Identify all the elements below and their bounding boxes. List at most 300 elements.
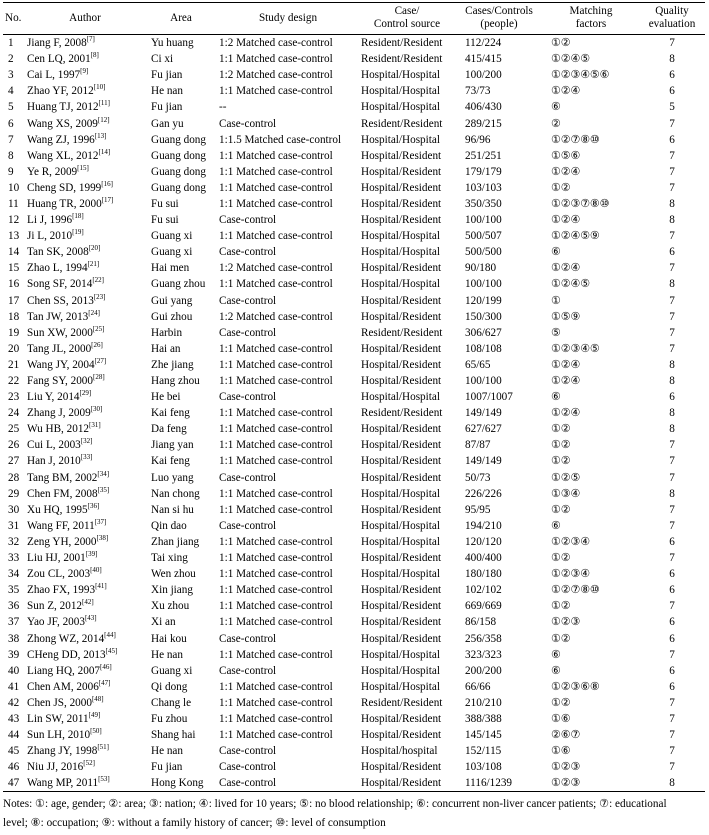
cell-author <box>25 647 145 663</box>
author-name: Ji L, 2010 <box>27 230 73 243</box>
cell-no: 22 <box>8 375 20 388</box>
cell-cases-controls: 400/400 <box>465 552 502 565</box>
cell-matching-factors: ①② <box>551 600 571 613</box>
cell-author <box>25 83 145 99</box>
table-row <box>3 534 705 550</box>
cell-cases-controls: 100/100 <box>465 375 502 388</box>
cell-area: Zhan jiang <box>151 535 200 548</box>
cell-quality: 8 <box>639 775 705 792</box>
table-row <box>3 212 705 228</box>
author-name: Jiang F, 2008 <box>27 37 87 50</box>
cell-source: Hospital/Hospital <box>361 648 440 661</box>
table-row <box>3 309 705 325</box>
cell-quality: 6 <box>669 391 675 404</box>
cell-matching-factors: ①②③⑦⑧⑩ <box>551 197 610 210</box>
reference-number: [13] <box>94 131 107 140</box>
cell-matching-factors: ①⑤⑨ <box>551 310 581 323</box>
cell-author <box>25 293 145 309</box>
cell-matching-factors: ①②④⑤⑨ <box>551 230 600 243</box>
header-source <box>359 3 455 35</box>
cell-source: Hospital/Hospital <box>361 230 440 243</box>
cell-study-design: 1:1 Matched case-control <box>219 358 333 371</box>
table-row <box>3 663 705 679</box>
cell-matching-factors: ①②⑤ <box>551 471 581 484</box>
cell-cases-controls: 145/145 <box>465 729 502 742</box>
author-name: Zhao YF, 2012 <box>27 85 94 98</box>
cell-source: Hospital/Hospital <box>361 85 440 98</box>
author-name: Niu JJ, 2016 <box>27 761 84 774</box>
cell-source: Hospital/Resident <box>361 600 442 613</box>
cell-source: Hospital/Hospital <box>361 535 440 548</box>
cell-area: Da feng <box>151 423 187 436</box>
cell-matching-factors: ①③④ <box>551 487 581 500</box>
cell-author <box>25 502 145 518</box>
author-name: Song SF, 2014 <box>27 278 93 291</box>
cell-matching-factors: ①② <box>551 455 571 468</box>
table-row <box>3 99 705 115</box>
reference-number: [40] <box>90 566 102 575</box>
cell-source: Hospital/Resident <box>361 197 442 210</box>
cell-source: Hospital/Resident <box>361 149 442 162</box>
cell-matching-factors: ①② <box>551 181 571 194</box>
table-row <box>3 228 705 244</box>
cell-area: Guang dong <box>151 133 206 146</box>
cell-no: 24 <box>8 407 20 420</box>
author-name: Wang ZJ, 1996 <box>27 133 95 146</box>
cell-author <box>25 663 145 679</box>
cell-no: 18 <box>8 310 20 323</box>
cell-cases-controls: 289/215 <box>465 117 502 130</box>
reference-number: [50] <box>90 727 102 736</box>
cell-study-design: 1:1 Matched case-control <box>219 53 333 66</box>
cell-source: Hospital/Resident <box>361 423 442 436</box>
cell-source: Hospital/Resident <box>361 584 442 597</box>
cell-cases-controls: 100/200 <box>465 69 502 82</box>
cell-no: 34 <box>8 568 20 581</box>
author-name: Chen SS, 2013 <box>27 294 94 307</box>
cell-no: 45 <box>8 745 20 758</box>
cell-matching-factors: ①② <box>551 37 571 50</box>
cell-matching-factors: ①②③④ <box>551 568 590 581</box>
cell-area: He bei <box>151 391 181 404</box>
cell-source: Hospital/Hospital <box>361 680 440 693</box>
table-row <box>3 83 705 99</box>
cell-quality: 8 <box>669 197 675 210</box>
author-name: Tang BM, 2002 <box>27 471 98 484</box>
cell-source: Hospital/Resident <box>361 729 442 742</box>
reference-number: [48] <box>91 694 104 703</box>
cell-quality: 7 <box>669 696 675 709</box>
cell-area: Xin jiang <box>151 584 193 597</box>
cell-author <box>25 711 145 727</box>
cell-cases-controls: 256/358 <box>465 632 502 645</box>
cell-source: Hospital/Resident <box>361 294 442 307</box>
cell-area: Wen zhou <box>151 568 196 581</box>
cell-no: 27 <box>8 455 20 468</box>
cell-study-design: Case-control <box>219 664 277 677</box>
cell-matching-factors: ①②③ <box>551 761 581 774</box>
cell-quality: 7 <box>669 165 675 178</box>
cell-author <box>25 212 145 228</box>
table-row <box>3 550 705 566</box>
author-name: Han J, 2010 <box>27 455 81 468</box>
author-name: Liu HJ, 2001 <box>27 552 86 565</box>
cell-no: 15 <box>8 262 20 275</box>
cell-quality: 7 <box>669 761 675 774</box>
header-source-line1: Case/ <box>394 5 420 17</box>
reference-number: [39] <box>85 550 98 559</box>
cell-no: 26 <box>8 439 20 452</box>
cell-study-design: Case-control <box>219 391 277 404</box>
author-name: Zhang JY, 1998 <box>27 745 98 758</box>
author-name: Li J, 1996 <box>27 214 73 227</box>
cell-no: 4 <box>8 85 14 98</box>
table-row <box>3 180 705 196</box>
cell-study-design: 1:1 Matched case-control <box>219 423 333 436</box>
cell-cases-controls: 500/500 <box>465 246 502 259</box>
cell-study-design: Case-control <box>217 775 359 792</box>
table-row <box>3 244 705 260</box>
cell-quality: 7 <box>669 149 675 162</box>
author-name: Zhang J, 2009 <box>27 407 91 420</box>
cell-no: 28 <box>8 471 20 484</box>
cell-author <box>25 614 145 630</box>
header-study-design: Study design <box>217 3 359 35</box>
cell-cases-controls: 251/251 <box>465 149 502 162</box>
cell-matching-factors: ①②④ <box>551 165 581 178</box>
cell-quality: 8 <box>669 53 675 66</box>
author-name: Cheng SD, 1999 <box>27 181 102 194</box>
cell-area: Tai xing <box>151 552 188 565</box>
cell-cases-controls: 73/73 <box>465 85 491 98</box>
cell-cases-controls: 627/627 <box>465 423 502 436</box>
cell-quality: 8 <box>669 358 675 371</box>
author-name: Cui L, 2003 <box>27 439 81 452</box>
cell-cases-controls: 149/149 <box>465 407 502 420</box>
reference-number: [8] <box>90 51 99 60</box>
cell-study-design: Case-control <box>219 214 277 227</box>
reference-number: [42] <box>82 598 94 607</box>
cell-matching-factors: ①②③④⑤⑥ <box>551 69 610 82</box>
reference-number: [37] <box>94 517 107 526</box>
cell-cases-controls: 100/100 <box>465 214 502 227</box>
cell-quality: 6 <box>669 632 675 645</box>
table-row <box>3 148 705 164</box>
author-name: Chen AM, 2006 <box>27 680 99 693</box>
cell-quality: 7 <box>669 552 675 565</box>
document-page <box>3 2 705 833</box>
cell-study-design: Case-control <box>219 117 277 130</box>
cell-matching-factors: ①② <box>551 423 571 436</box>
cell-matching-factors: ⑥ <box>551 519 561 532</box>
reference-number: [24] <box>88 308 100 317</box>
cell-no: 30 <box>8 503 20 516</box>
table-row <box>3 357 705 373</box>
cell-quality: 7 <box>669 310 675 323</box>
table-row <box>3 614 705 630</box>
cell-study-design: 1:1 Matched case-control <box>219 680 333 693</box>
header-author: Author <box>25 3 145 35</box>
reference-number: [45] <box>105 646 118 655</box>
cell-matching-factors: ⑥ <box>551 246 561 259</box>
cell-author <box>25 325 145 341</box>
author-name: Chen JS, 2000 <box>27 696 92 709</box>
table-row <box>3 164 705 180</box>
cell-quality: 7 <box>669 471 675 484</box>
cell-cases-controls: 65/65 <box>465 358 491 371</box>
cell-no: 1 <box>8 37 14 50</box>
cell-area: He nan <box>151 85 183 98</box>
reference-number: [32] <box>80 437 93 446</box>
cell-quality: 7 <box>669 648 675 661</box>
cell-study-design: 1:1 Matched case-control <box>219 342 333 355</box>
cell-area: Gan yu <box>151 117 184 130</box>
cell-source: Hospital/Hospital <box>361 278 440 291</box>
cell-quality: 5 <box>669 101 675 114</box>
cell-no: 42 <box>8 696 20 709</box>
reference-number: [33] <box>80 453 93 462</box>
cell-author <box>25 470 145 486</box>
cell-study-design: 1:1 Matched case-control <box>219 696 333 709</box>
author-name: Wang XS, 2009 <box>27 117 98 130</box>
cell-matching-factors: ①②③④⑤ <box>551 342 600 355</box>
cell-cases-controls: 86/158 <box>465 616 497 629</box>
cell-no: 16 <box>8 278 20 291</box>
cell-author <box>25 405 145 421</box>
reference-number: [30] <box>90 405 103 414</box>
cell-study-design: 1:1 Matched case-control <box>219 729 333 742</box>
cell-area: Zhe jiang <box>151 358 194 371</box>
author-name: Zeng YH, 2000 <box>27 535 97 548</box>
cell-cases-controls: 66/66 <box>465 680 491 693</box>
header-area: Area <box>145 3 217 35</box>
cell-no: 37 <box>8 616 20 629</box>
cell-quality: 8 <box>669 278 675 291</box>
cell-study-design: Case-control <box>219 745 277 758</box>
cell-source: Hospital/Resident <box>361 632 442 645</box>
header-q-line1: Quality <box>655 5 689 17</box>
cell-cases-controls: 415/415 <box>465 53 502 66</box>
reference-number: [34] <box>97 469 110 478</box>
header-matching-factors <box>543 3 639 35</box>
table-row <box>3 67 705 83</box>
cell-area: Xi an <box>151 616 176 629</box>
author-name: Cen LQ, 2001 <box>27 53 91 66</box>
cell-author <box>25 373 145 389</box>
cell-matching-factors: ⑥ <box>551 101 561 114</box>
cell-quality: 8 <box>669 214 675 227</box>
cell-cases-controls: 306/627 <box>465 326 502 339</box>
author-name: Xu HQ, 1995 <box>27 503 88 516</box>
cell-author <box>25 630 145 646</box>
cell-source: Resident/Resident <box>361 696 443 709</box>
cell-matching-factors: ①⑤⑥ <box>551 149 581 162</box>
cell-matching-factors: ①②⑦⑧⑩ <box>551 133 600 146</box>
header-cases-controls <box>455 3 543 35</box>
cell-study-design: 1:1 Matched case-control <box>219 648 333 661</box>
author-name: Yao JF, 2003 <box>27 616 85 629</box>
table-row <box>3 679 705 695</box>
cell-area: Yu huang <box>151 37 194 50</box>
cell-study-design: 1:1 Matched case-control <box>219 503 333 516</box>
cell-area: Guang xi <box>151 246 193 259</box>
cell-quality: 6 <box>669 535 675 548</box>
reference-number: [12] <box>97 115 110 124</box>
header-mf-line2: factors <box>575 18 607 30</box>
cell-author <box>25 132 145 148</box>
table-body <box>3 35 705 792</box>
cell-no: 13 <box>8 230 20 243</box>
cell-area: Fu sui <box>151 214 179 227</box>
cell-study-design: 1:1 Matched case-control <box>219 375 333 388</box>
table-row <box>3 453 705 469</box>
cell-source: Hospital/Resident <box>361 181 442 194</box>
cell-source: Hospital/Resident <box>361 310 442 323</box>
table-row <box>3 727 705 743</box>
reference-number: [35] <box>97 485 110 494</box>
cell-cases-controls: 95/95 <box>465 503 491 516</box>
cell-area: Guang xi <box>151 230 193 243</box>
cell-area: Harbin <box>151 326 183 339</box>
cell-no: 12 <box>8 214 20 227</box>
cell-cases-controls: 50/73 <box>465 471 491 484</box>
cell-area: Nan chong <box>151 487 200 500</box>
table-row <box>3 437 705 453</box>
author-name: Tan SK, 2008 <box>27 246 89 259</box>
reference-number: [10] <box>93 83 106 92</box>
cell-area: Fu jian <box>151 761 183 774</box>
reference-number: [49] <box>88 710 101 719</box>
cell-cases-controls: 200/200 <box>465 664 502 677</box>
cell-source: Hospital/Hospital <box>361 519 440 532</box>
cell-matching-factors: ①② <box>551 552 571 565</box>
table-row <box>3 421 705 437</box>
cell-author <box>25 759 145 775</box>
cell-source: Resident/Resident <box>361 53 443 66</box>
header-cc-line2: (people) <box>480 18 518 30</box>
cell-study-design: 1:2 Matched case-control <box>219 310 333 323</box>
cell-no: 38 <box>8 632 20 645</box>
cell-author <box>25 437 145 453</box>
cell-source: Hospital/Hospital <box>361 664 440 677</box>
cell-area: Hai kou <box>151 632 187 645</box>
cell-study-design: Case-control <box>219 246 277 259</box>
author-name: Wang FF, 2011 <box>27 519 95 532</box>
cell-quality: 6 <box>669 133 675 146</box>
cell-matching-factors: ①② <box>551 632 571 645</box>
cell-author <box>25 196 145 212</box>
cell-study-design: 1:1 Matched case-control <box>219 149 333 162</box>
reference-number: [41] <box>95 582 107 591</box>
cell-no: 9 <box>8 165 14 178</box>
cell-matching-factors: ①②④ <box>551 407 581 420</box>
reference-number: [21] <box>87 260 100 269</box>
cell-source: Resident/Resident <box>361 407 443 420</box>
cell-source: Hospital/Hospital <box>361 69 440 82</box>
cell-source: Hospital/hospital <box>361 745 438 758</box>
table-row <box>3 711 705 727</box>
table-row <box>3 373 705 389</box>
cell-cases-controls: 96/96 <box>465 133 491 146</box>
cell-matching-factors: ①②③ <box>543 775 639 792</box>
cell-study-design: 1:1 Matched case-control <box>219 712 333 725</box>
cell-cases-controls: 102/102 <box>465 584 502 597</box>
cell-no: 29 <box>8 487 20 500</box>
cell-study-design: 1:1 Matched case-control <box>219 181 333 194</box>
cell-cases-controls: 350/350 <box>465 197 502 210</box>
cell-quality: 7 <box>669 455 675 468</box>
author-name: Wang JY, 2004 <box>27 358 95 371</box>
table-row <box>3 647 705 663</box>
cell-author <box>25 743 145 759</box>
reference-number: [31] <box>89 421 101 430</box>
cell-source: Hospital/Hospital <box>361 133 440 146</box>
cell-matching-factors: ① <box>551 294 561 307</box>
cell-source: Resident/Resident <box>361 326 443 339</box>
author-name: Sun LH, 2010 <box>27 729 91 742</box>
cell-no: 19 <box>8 326 20 339</box>
cell-quality: 7 <box>669 262 675 275</box>
cell-author <box>25 598 145 614</box>
cell-matching-factors: ①②③④ <box>551 535 590 548</box>
cell-no: 47 <box>3 775 25 792</box>
cell-area: Kai feng <box>151 455 190 468</box>
cell-quality: 7 <box>669 326 675 339</box>
cell-no: 32 <box>8 535 20 548</box>
header-quality <box>639 3 705 35</box>
cell-cases-controls: 210/210 <box>465 696 502 709</box>
table-row <box>3 518 705 534</box>
cell-study-design: 1:1 Matched case-control <box>219 230 333 243</box>
cell-cases-controls: 500/507 <box>465 230 502 243</box>
cell-source: Resident/Resident <box>361 117 443 130</box>
cell-quality: 6 <box>669 69 675 82</box>
cell-no: 6 <box>8 117 14 130</box>
author-name: Zhong WZ, 2014 <box>27 632 105 645</box>
cell-area: Hai men <box>151 262 190 275</box>
author-name: Zou CL, 2003 <box>27 568 91 581</box>
cell-quality: 7 <box>669 503 675 516</box>
author-name: Liu Y, 2014 <box>27 391 80 404</box>
cell-study-design: 1:2 Matched case-control <box>219 69 333 82</box>
cell-cases-controls: 226/226 <box>465 487 502 500</box>
cell-quality: 6 <box>669 246 675 259</box>
cell-cases-controls: 120/120 <box>465 535 502 548</box>
cell-cases-controls: 87/87 <box>465 439 491 452</box>
cell-source: Resident/Resident <box>361 37 443 50</box>
author-name: Tang JL, 2000 <box>27 342 92 355</box>
cell-study-design: 1:1 Matched case-control <box>219 600 333 613</box>
cell-area: Fu jian <box>151 69 183 82</box>
cell-author <box>25 164 145 180</box>
cell-study-design: 1:1 Matched case-control <box>219 197 333 210</box>
table-row <box>3 325 705 341</box>
cell-source: Hospital/Resident <box>359 775 455 792</box>
cell-quality: 7 <box>669 230 675 243</box>
cell-source: Hospital/Resident <box>361 214 442 227</box>
cell-source: Hospital/Resident <box>361 342 442 355</box>
table-row <box>3 582 705 598</box>
cell-author <box>25 566 145 582</box>
studies-table <box>3 2 705 792</box>
cell-area: He nan <box>151 745 183 758</box>
cell-author <box>25 421 145 437</box>
cell-quality: 7 <box>669 294 675 307</box>
header-source-line2: Control source <box>373 18 441 30</box>
cell-cases-controls: 179/179 <box>465 165 502 178</box>
cell-cases-controls: 112/224 <box>465 37 502 50</box>
notes-line-1: Notes: ①: age, gender; ②: area; ③: nation; ④: lived for 10 years; ⑤: no blood relationship; ⑥: concurrent non-liver cancer patients; ⑦: educational <box>3 798 667 811</box>
